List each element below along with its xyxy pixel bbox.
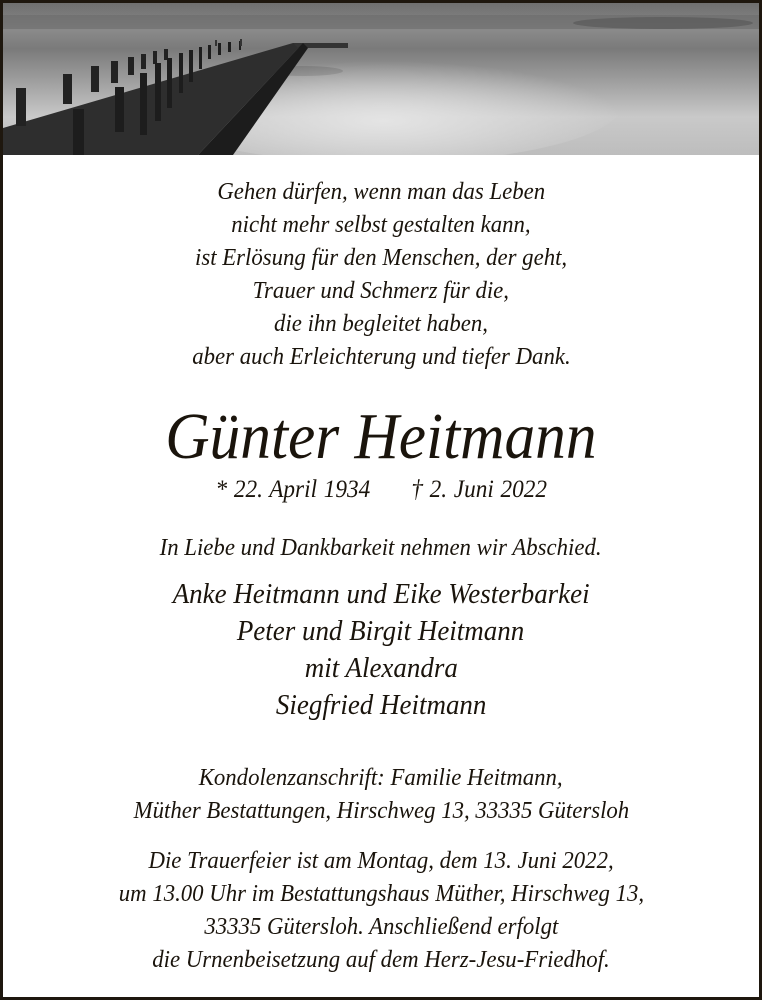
family-line: mit Alexandra — [304, 652, 458, 684]
condolence-line: Müther Bestattungen, Hirschweg 13, 33335 Gütersloh — [133, 797, 629, 824]
service-line: die Urnenbeisetzung auf dem Herz-Jesu-Friedhof. — [152, 946, 610, 973]
poem-line: Gehen dürfen, wenn man das Leben — [217, 178, 545, 205]
birth-date: * 22. April 1934 — [215, 476, 371, 503]
condolence-line: Kondolenzanschrift: Familie Heitmann, — [199, 764, 563, 791]
poem-line: nicht mehr selbst gestalten kann, — [231, 211, 531, 238]
poem-line: aber auch Erleichterung und tiefer Dank. — [191, 343, 571, 370]
condolence-address — [3, 761, 759, 827]
service-line: 33335 Gütersloh. Anschließend erfolgt — [204, 913, 558, 940]
poem-line: ist Erlösung für den Menschen, der geht, — [194, 244, 568, 271]
farewell-line: In Liebe und Dankbarkeit nehmen wir Abschied. — [160, 534, 602, 561]
life-dates — [3, 475, 759, 505]
poem-line: Trauer und Schmerz für die, — [252, 277, 510, 304]
family-line: Siegfried Heitmann — [275, 689, 487, 721]
pier-lake-photo — [3, 3, 759, 155]
service-details — [3, 844, 759, 976]
poem-line: die ihn begleitet haben, — [274, 310, 488, 337]
deceased-name: Günter Heitmann — [165, 400, 597, 473]
family-names — [3, 576, 759, 724]
death-date: † 2. Juni 2022 — [410, 476, 547, 503]
family-line: Peter und Birgit Heitmann — [237, 615, 525, 647]
family-line: Anke Heitmann und Eike Westerbarkei — [172, 578, 590, 610]
service-line: Die Trauerfeier ist am Montag, dem 13. Juni 2022, — [148, 847, 614, 874]
deceased-name-block — [3, 399, 759, 475]
farewell-line-block — [3, 533, 759, 563]
poem — [3, 175, 759, 373]
service-line: um 13.00 Uhr im Bestattungshaus Müther, Hirschweg 13, — [118, 880, 644, 907]
